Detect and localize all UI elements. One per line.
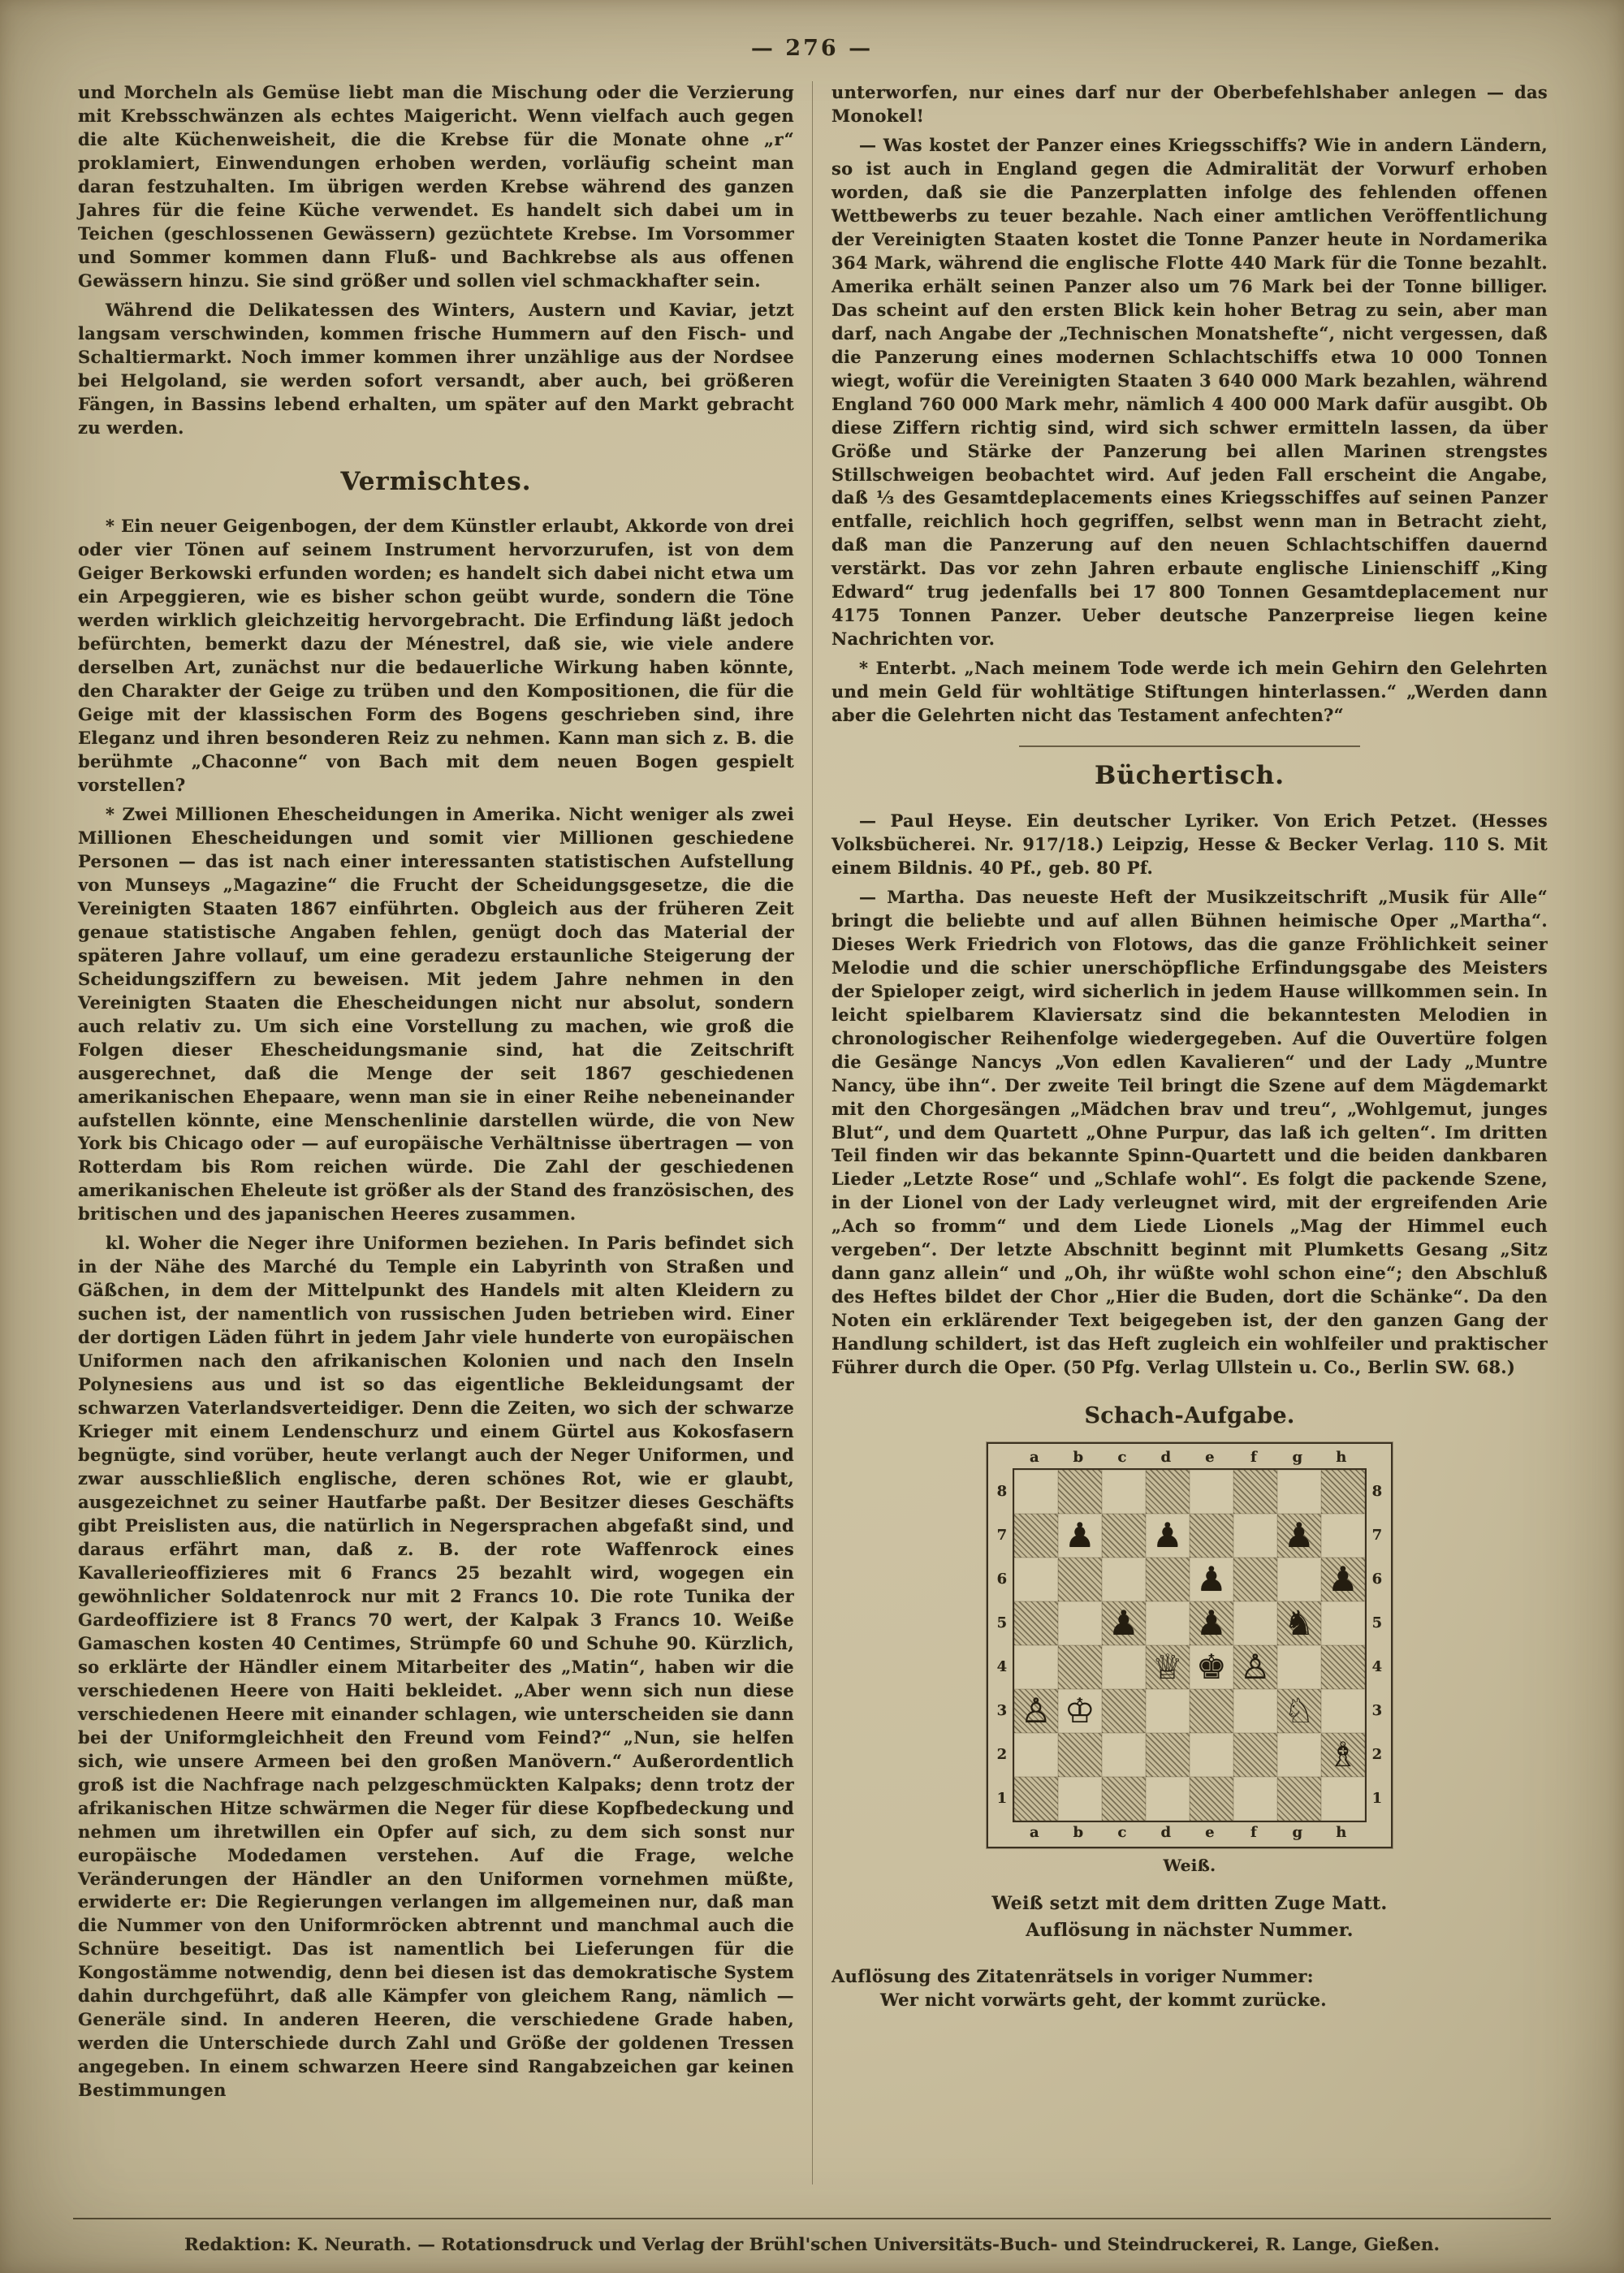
page-number: — 276 — bbox=[750, 36, 874, 61]
board-caption-white: Weiß. bbox=[1163, 1856, 1216, 1876]
square-b1 bbox=[1058, 1777, 1102, 1821]
riddle-solution-intro: Auflösung des Zitatenrätsels in voriger Nummer: bbox=[831, 1966, 1314, 1987]
square-a7 bbox=[1014, 1514, 1058, 1558]
square-d8 bbox=[1146, 1470, 1190, 1514]
rank-label-4: 4 bbox=[996, 1658, 1008, 1675]
square-h1 bbox=[1321, 1777, 1365, 1821]
rank-label-5: 5 bbox=[1371, 1614, 1383, 1631]
square-f3 bbox=[1233, 1689, 1277, 1733]
square-d7 bbox=[1146, 1514, 1190, 1558]
rank-labels-left bbox=[991, 1470, 1013, 1821]
square-f4 bbox=[1233, 1645, 1277, 1689]
rank-labels-right bbox=[1367, 1470, 1388, 1821]
rank-label-8: 8 bbox=[996, 1483, 1008, 1500]
square-c6 bbox=[1102, 1558, 1146, 1601]
right-column bbox=[831, 81, 1548, 2012]
rank-label-3: 3 bbox=[1371, 1702, 1383, 1719]
square-d3 bbox=[1146, 1689, 1190, 1733]
rank-label-6: 6 bbox=[1371, 1571, 1383, 1588]
chess-heading: Schach-Aufgabe. bbox=[1084, 1403, 1295, 1429]
paragraph: — Paul Heyse. Ein deutscher Lyriker. Von Erich Petzet. (Hesses Volksbücherei. Nr. 917/18.) Leipzig, Hesse & Becker Verlag. 110 S. Mit einem Bildnis. 40 Pf., geb. 80 Pf. bbox=[831, 810, 1548, 878]
chess-piece-wp: ♙ bbox=[1021, 1691, 1052, 1731]
square-f5 bbox=[1233, 1601, 1277, 1645]
paragraph: — Was kostet der Panzer eines Kriegsschiffs? Wie in andern Ländern, so ist auch in England gegen die Admiralität der Vorwurf erhoben worden, daß sie die Panzerplatten infolge des fehlenden offenen Wettbewerbs zu teuer bezahle. Nach einer amtlichen Veröffentlichung der Vereinigten Staaten kostet die Tonne Panzer heute in Nordamerika 364 Mark, während die englische Flotte 440 Mark für die Tonne bezahlt. Amerika erhält seinen Panzer also um 76 Mark bei der Tonne billiger. Das scheint auf den ersten Blick kein hoher Betrag zu sein, aber man darf, nach Angabe der „Technischen Monatshefte“, nicht vergessen, daß die Panzerung eines modernen Schlachtschiffs etwa 10 000 Tonnen wiegt, wofür die Vereinigten Staaten 3 640 000 Mark bezahlen, während England 760 000 Mark mehr, nämlich 4 400 000 Mark dafür ausgibt. Ob diese Ziffern richtig sind, wird sich schwer ermitteln lassen, da über Größe und Stärke der Panzerung bei allen Marinen strengstes Stillschweigen beobachtet wird. Auf jeden Fall erscheint die Angabe, daß ⅓ des Gesamtdeplacements eines Kriegsschiffes auf seinen Panzer entfalle, reichlich hoch gegriffen, selbst wenn man in Betracht zieht, daß man die Panzerung auf den neuen Schlachtschiffen dauernd verstärkt. Das vor zehn Jahren erbaute englische Linienschiff „King Edward“ trug jedenfalls bei 17 800 Tonnen Gesamtdeplacement nur 4175 Tonnen Panzer. Ueber deutsche Panzerpreise liegen keine Nachrichten vor. bbox=[831, 134, 1548, 650]
riddle-solution-answer: Wer nicht vorwärts geht, der kommt zurücke. bbox=[880, 1989, 1327, 2010]
file-label-a: a bbox=[1030, 1449, 1039, 1467]
section-rule bbox=[1019, 745, 1360, 747]
square-e5 bbox=[1190, 1601, 1233, 1645]
chess-piece-wb: ♗ bbox=[1328, 1735, 1358, 1775]
rank-label-7: 7 bbox=[996, 1527, 1008, 1544]
square-b6 bbox=[1058, 1558, 1102, 1601]
square-d4 bbox=[1146, 1645, 1190, 1689]
file-labels-top bbox=[1013, 1447, 1367, 1468]
chess-piece-wk: ♔ bbox=[1065, 1691, 1095, 1731]
rank-label-8: 8 bbox=[1371, 1483, 1383, 1500]
chess-piece-bp: ♟ bbox=[1152, 1515, 1183, 1556]
paragraph: und Morcheln als Gemüse liebt man die Mischung oder die Verzierung mit Krebsschwänzen als echtes Maigericht. Wenn vielfach auch gegen die alte Küchenweisheit, die die Krebse für die Monate ohne „r“ proklamiert, Einwendungen erhoben werden, vorläufig scheint man daran festzuhalten. Im übrigen werden Krebse während des ganzen Jahres für die feine Küche verwendet. Es handelt sich dabei um in Teichen (geschlossenen Gewässern) gezüchtete Krebse. Im Vorsommer und Sommer kommen dann Fluß- und Bachkrebse als aus offenen Gewässern hinzu. Sie sind größer und sollen viel schmackhafter sein. bbox=[78, 82, 794, 291]
square-a5 bbox=[1014, 1601, 1058, 1645]
square-h3 bbox=[1321, 1689, 1365, 1733]
rank-label-2: 2 bbox=[1371, 1746, 1383, 1763]
chess-note: Auflösung in nächster Nummer. bbox=[1026, 1920, 1354, 1942]
square-f7 bbox=[1233, 1514, 1277, 1558]
file-label-f: f bbox=[1250, 1824, 1258, 1842]
square-e4 bbox=[1190, 1645, 1233, 1689]
chess-board-frame bbox=[987, 1442, 1393, 1848]
square-a4 bbox=[1014, 1645, 1058, 1689]
paragraph: — Martha. Das neueste Heft der Musikzeitschrift „Musik für Alle“ bringt die beliebte und auf allen Bühnen heimische Oper „Martha“. Dieses Werk Friedrich von Flotows, das die ganze Fröhlichkeit seiner Melodie und die schier unerschöpfliche Erfindungsgabe des Meisters der Spieloper zeigt, wird sicherlich in jedem Hause willkommen sein. In leicht spielbarem Klaviersatz sind die bekanntesten Melodien in chronologischer Reihenfolge wiedergegeben. Auf die Ouvertüre folgen die Gesänge Nancys „Von edlen Kavalieren“ und der Lady „Muntre Nancy, übe ihn“. Der zweite Teil bringt die Szene auf dem Mägdemarkt mit den Chorgesängen „Mädchen brav und treu“, „Wohlgemut, junges Blut“, und dem Quartett „Ohne Purpur, das laß ich gelten“. Im dritten Teil finden wir das bekannte Spinn-Quartett und die beiden dankbaren Lieder „Letzte Rose“ und „Schlafe wohl“. Es folgt die packende Szene, in der Lionel von der Lady verleugnet wird, mit der ergreifenden Arie „Ach so fromm“ und dem Liede Lionels „Mag der Himmel euch vergeben“. Der letzte Abschnitt beginnt mit Plumketts Gesang „Sitz dann ganz allein“ und „Oh, ihr wüßte wohl schon eine“; den Abschluß des Heftes bildet der Chor „Hier die Buden, dort die Schänke“. Da den Noten ein erklärender Text beigegeben ist, der den ganzen Gang der Handlung schildert, ist das Heft zugleich ein wohlfeiler und praktischer Führer durch die Oper. (50 Pfg. Verlag Ullstein u. Co., Berlin SW. 68.) bbox=[831, 886, 1548, 1378]
square-a1 bbox=[1014, 1777, 1058, 1821]
file-label-g: g bbox=[1292, 1824, 1303, 1842]
square-d5 bbox=[1146, 1601, 1190, 1645]
file-label-d: d bbox=[1160, 1824, 1172, 1842]
chess-piece-bp: ♟ bbox=[1196, 1603, 1227, 1644]
square-c7 bbox=[1102, 1514, 1146, 1558]
section-heading-buechertisch: Büchertisch. bbox=[1095, 761, 1285, 791]
file-label-c: c bbox=[1117, 1824, 1127, 1842]
file-label-b: b bbox=[1073, 1824, 1084, 1842]
rank-label-4: 4 bbox=[1371, 1658, 1383, 1675]
file-label-d: d bbox=[1160, 1449, 1172, 1467]
square-c4 bbox=[1102, 1645, 1146, 1689]
rank-label-5: 5 bbox=[996, 1614, 1008, 1631]
chess-piece-bn: ♞ bbox=[1284, 1603, 1315, 1644]
square-h6 bbox=[1321, 1558, 1365, 1601]
footer-rule bbox=[73, 2218, 1551, 2219]
square-h7 bbox=[1321, 1514, 1365, 1558]
square-d6 bbox=[1146, 1558, 1190, 1601]
chess-piece-bk: ♚ bbox=[1196, 1647, 1227, 1687]
square-g3 bbox=[1277, 1689, 1321, 1733]
file-label-f: f bbox=[1250, 1449, 1258, 1467]
square-b4 bbox=[1058, 1645, 1102, 1689]
rank-label-2: 2 bbox=[996, 1746, 1008, 1763]
square-g1 bbox=[1277, 1777, 1321, 1821]
column-divider bbox=[812, 81, 813, 2184]
square-h8 bbox=[1321, 1470, 1365, 1514]
square-e8 bbox=[1190, 1470, 1233, 1514]
rank-label-7: 7 bbox=[1371, 1527, 1383, 1544]
square-a2 bbox=[1014, 1733, 1058, 1777]
square-a8 bbox=[1014, 1470, 1058, 1514]
square-b5 bbox=[1058, 1601, 1102, 1645]
square-c5 bbox=[1102, 1601, 1146, 1645]
square-c8 bbox=[1102, 1470, 1146, 1514]
chess-task: Weiß setzt mit dem dritten Zuge Matt. bbox=[991, 1893, 1388, 1915]
chess-piece-wq: ♕ bbox=[1152, 1647, 1183, 1687]
chess-piece-bp: ♟ bbox=[1284, 1515, 1315, 1556]
rank-label-3: 3 bbox=[996, 1702, 1008, 1719]
square-e6 bbox=[1190, 1558, 1233, 1601]
square-h2 bbox=[1321, 1733, 1365, 1777]
chess-board-squares bbox=[1013, 1468, 1367, 1822]
square-h4 bbox=[1321, 1645, 1365, 1689]
paragraph: Während die Delikatessen des Winters, Austern und Kaviar, jetzt langsam verschwinden, kommen frische Hummern auf den Fisch- und Schaltiermarkt. Noch immer kommen ihrer unzählige aus der Nordsee bei Helgoland, sie werden sofort versandt, aber auch, bei größeren Fängen, in Bassins lebend erhalten, um später auf den Markt gebracht zu werden. bbox=[78, 299, 794, 438]
square-b2 bbox=[1058, 1733, 1102, 1777]
square-f8 bbox=[1233, 1470, 1277, 1514]
square-g7 bbox=[1277, 1514, 1321, 1558]
paragraph: * Enterbt. „Nach meinem Tode werde ich mein Gehirn den Gelehrten und mein Geld für wohltätige Stiftungen hinterlassen.“ „Werden dann aber die Gelehrten nicht das Testament anfechten?“ bbox=[831, 658, 1548, 726]
square-c3 bbox=[1102, 1689, 1146, 1733]
file-label-c: c bbox=[1117, 1449, 1127, 1467]
paragraph: unterworfen, nur eines darf nur der Oberbefehlshaber anlegen — das Monokel! bbox=[831, 82, 1548, 126]
square-a6 bbox=[1014, 1558, 1058, 1601]
square-d2 bbox=[1146, 1733, 1190, 1777]
file-label-h: h bbox=[1336, 1824, 1347, 1842]
chess-piece-bp: ♟ bbox=[1328, 1559, 1358, 1600]
file-label-g: g bbox=[1292, 1449, 1303, 1467]
square-d1 bbox=[1146, 1777, 1190, 1821]
square-h5 bbox=[1321, 1601, 1365, 1645]
square-f1 bbox=[1233, 1777, 1277, 1821]
square-b3 bbox=[1058, 1689, 1102, 1733]
square-c2 bbox=[1102, 1733, 1146, 1777]
square-c1 bbox=[1102, 1777, 1146, 1821]
riddle-solution bbox=[831, 1965, 1548, 2012]
file-label-a: a bbox=[1030, 1824, 1039, 1842]
square-f6 bbox=[1233, 1558, 1277, 1601]
file-labels-bottom bbox=[1013, 1822, 1367, 1843]
chess-piece-wp: ♙ bbox=[1240, 1647, 1271, 1687]
rank-label-1: 1 bbox=[1371, 1790, 1383, 1807]
square-a3 bbox=[1014, 1689, 1058, 1733]
square-g6 bbox=[1277, 1558, 1321, 1601]
square-g5 bbox=[1277, 1601, 1321, 1645]
square-g2 bbox=[1277, 1733, 1321, 1777]
file-label-e: e bbox=[1205, 1449, 1215, 1467]
paragraph: * Ein neuer Geigenbogen, der dem Künstler erlaubt, Akkorde von drei oder vier Tönen auf seinem Instrument hervorzurufen, ist von dem Geiger Berkowski erfunden worden; es handelt sich dabei nicht etwa um ein Arpeggieren, wie es bisher schon geübt wurde, sondern die Töne werden wirklich gleichzeitig hervorgebracht. Die Erfindung läßt jedoch befürchten, bemerkt dazu der Ménestrel, daß sie, wie viele andere derselben Art, zunächst nur die bedauerliche Wirkung haben könnte, den Charakter der Geige zu trüben und den Kompositionen, die für die Geige mit der klassischen Form des Bogens geschrieben sind, ihre Eleganz und ihren besonderen Reiz zu nehmen. Kann man sich z. B. die berühmte „Chaconne“ von Bach mit dem neuen Bogen gespielt vorstellen? bbox=[78, 516, 794, 795]
imprint-line: Redaktion: K. Neurath. — Rotationsdruck und Verlag der Brühl'schen Universitäts-Buch- und Steindruckerei, R. Lange, Gießen. bbox=[184, 2235, 1440, 2255]
left-column bbox=[78, 81, 794, 2108]
paragraph: kl. Woher die Neger ihre Uniformen beziehen. In Paris befindet sich in der Nähe des Marché du Temple ein Labyrinth von Straßen und Gäßchen, in dem der Mittelpunkt des Handels mit alten Kleidern zu suchen ist, der namentlich von russischen Juden betrieben wird. Einer der dortigen Läden führt in jedem Jahr viele hunderte von europäischen Uniformen nach den afrikanischen Kolonien und nach den Inseln Polynesiens aus und ist so das eigentliche Bekleidungsamt der schwarzen Vaterlandsverteidiger. Denn die Zeiten, wo sich der schwarze Krieger mit einem Lendenschurz und einem Gürtel aus Kokosfasern begnügte, sind vorüber, heute verlangt auch der Neger Uniformen, und zwar ausschließlich englische, deren schönes Rot, wie er glaubt, ausgezeichnet zu seiner Hautfarbe paßt. Der Besitzer dieses Geschäfts gibt Preislisten aus, die natürlich in Negersprachen abgefaßt sind, und daraus erfährt man, daß z. B. der rote Waffenrock eines Kavallerieoffizieres mit 6 Francs 25 bezahlt wird, wogegen ein gewöhnlicher Soldatenrock nur mit 2 Francs 10. Die rote Tunika der Gardeoffiziere ist 8 Francs 70 wert, der Kalpak 3 Francs 10. Weiße Gamaschen kosten 40 Centimes, Strümpfe 60 und Schuhe 90. Kürzlich, so erklärte der Händler einem Mitarbeiter des „Matin“, haben wir die verschiedenen Heere von Haiti bekleidet. „Aber wenn sich nun diese verschiedenen Heere mit einander schlagen, wie unterscheiden sie dann bei der Uniformgleichheit den Freund vom Feind?“ „Nun, sie helfen sich, wie unsere Armeen bei den großen Manövern.“ Außerordentlich groß ist die Nachfrage nach pelzgeschmückten Kalpaks; denn trotz der afrikanischen Hitze schwärmen die Neger für diese Kopfbedeckung und nehmen um ihretwillen ein Opfer auf sich, zu dem sich sonst nur europäische Modedamen verstehen. Auf die Frage, welche Veränderungen der Händler an den Uniformen vornehmen müßte, erwiderte er: Die Regierungen verlangen im allgemeinen nur, daß man die Nummer von den Uniformröcken abtrennt und manchmal auch die Schnüre beseitigt. Das ist namentlich bei Lieferungen für die Kongostämme notwendig, denn bei diesen ist das demokratische System dahin durchgeführt, daß alle Kämpfer von gleichem Rang, nämlich — Generäle sind. In anderen Heeren, die verschiedene Grade haben, werden die Unterschiede durch Zahl und Größe der goldenen Tressen angegeben. In einem schwarzen Heere sind Rangabzeichen gar keinen Bestimmungen bbox=[78, 1233, 794, 2101]
paragraph: * Zwei Millionen Ehescheidungen in Amerika. Nicht weniger als zwei Millionen Ehescheidungen und somit vier Millionen geschiedene Personen — das ist nach einer interessanten statistischen Aufstellung von Munseys „Magazine“ die Frucht der Scheidungsgesetze, die die Vereinigten Staaten 1867 einführten. Obgleich aus der früheren Zeit genaue statistische Angaben fehlen, genügt doch das Material der späteren Jahre vollauf, um eine geradezu erstaunliche Steigerung der Scheidungsziffern zu beweisen. Mit jedem Jahre nehmen in den Vereinigten Staaten die Ehescheidungen nicht nur absolut, sondern auch relativ zu. Um sich eine Vorstellung zu machen, wie groß die Folgen dieser Ehescheidungsmanie sind, hat die Zeitschrift ausgerechnet, daß die Menge der seit 1867 geschiedenen amerikanischen Ehepaare, wenn man sie in einer Reihe nebeneinander aufstellen könnte, eine Menschenlinie darstellen würde, die von New York bis Chicago oder — auf europäische Verhältnisse übertragen — von Rotterdam bis Rom reichen würde. Die Zahl der geschiedenen amerikanischen Eheleute ist größer als der Stand des französischen, des britischen und des japanischen Heeres zusammen. bbox=[78, 803, 794, 1225]
square-f2 bbox=[1233, 1733, 1277, 1777]
square-e7 bbox=[1190, 1514, 1233, 1558]
file-label-e: e bbox=[1205, 1824, 1215, 1842]
section-heading-vermischtes: Vermischtes. bbox=[340, 466, 532, 496]
rank-label-6: 6 bbox=[996, 1571, 1008, 1588]
square-e1 bbox=[1190, 1777, 1233, 1821]
file-label-h: h bbox=[1336, 1449, 1347, 1467]
file-label-b: b bbox=[1073, 1449, 1084, 1467]
chess-piece-wn: ♘ bbox=[1284, 1691, 1315, 1731]
chess-piece-bp: ♟ bbox=[1108, 1603, 1139, 1644]
square-b7 bbox=[1058, 1514, 1102, 1558]
square-b8 bbox=[1058, 1470, 1102, 1514]
chess-problem bbox=[938, 1401, 1441, 1944]
square-e3 bbox=[1190, 1689, 1233, 1733]
rank-label-1: 1 bbox=[996, 1790, 1008, 1807]
square-g8 bbox=[1277, 1470, 1321, 1514]
chess-piece-bp: ♟ bbox=[1065, 1515, 1095, 1556]
chess-piece-bp: ♟ bbox=[1196, 1559, 1227, 1600]
square-g4 bbox=[1277, 1645, 1321, 1689]
square-e2 bbox=[1190, 1733, 1233, 1777]
